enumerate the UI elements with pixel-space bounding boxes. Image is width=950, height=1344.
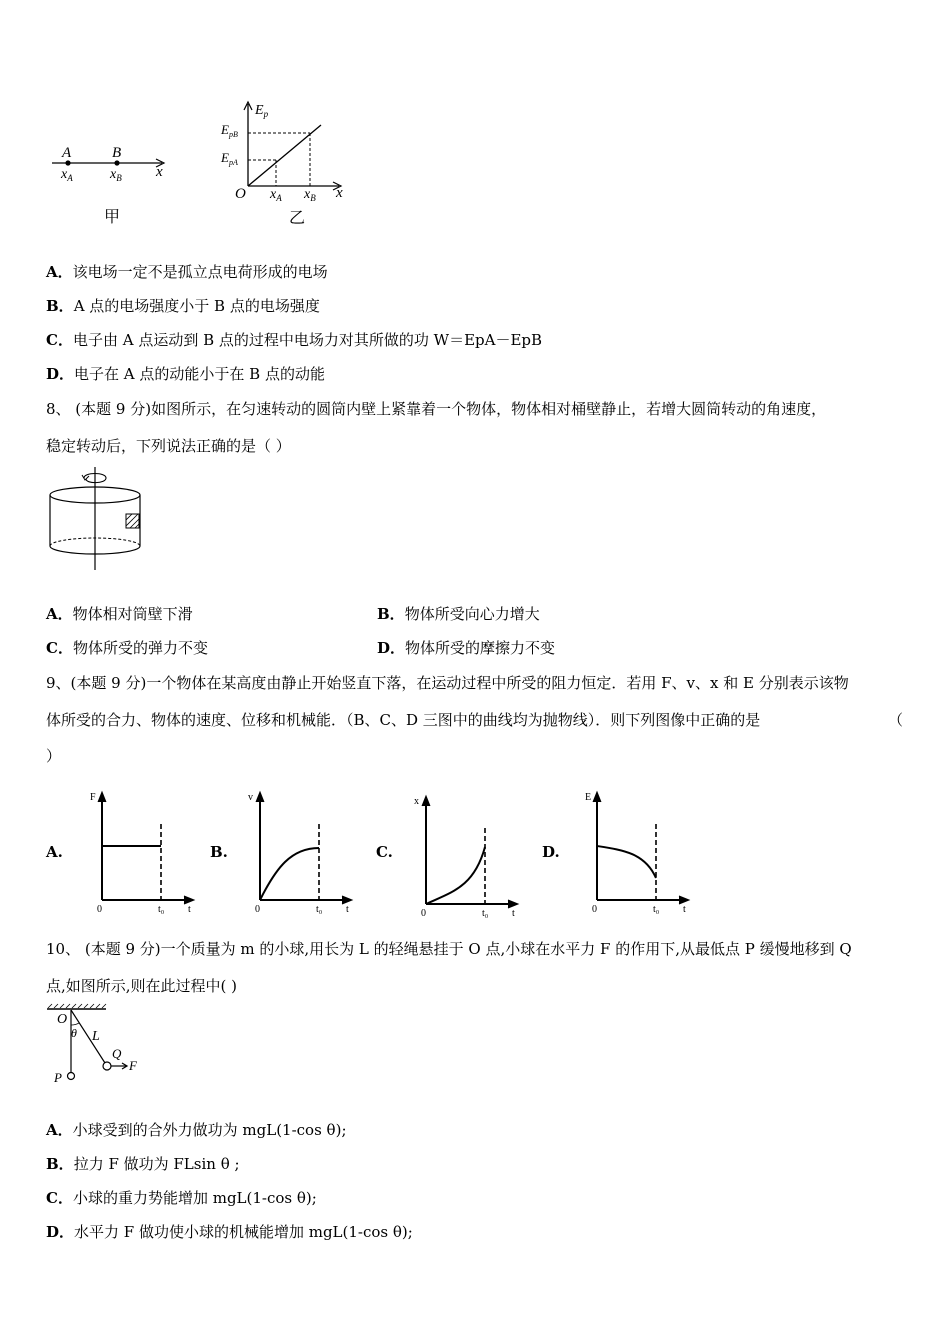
axis-x-label: x [156,164,163,180]
graph-origin: 0 [255,904,260,915]
graph-a-label [46,843,63,861]
option-text: 物体所受向心力增大 [404,605,540,623]
graph-t: t [188,904,191,915]
point-p-label: P [54,1070,62,1085]
xa-label: x [270,187,277,202]
graph-b-label [210,843,228,861]
graph-t: t [346,904,349,915]
q10-option-c [46,1187,317,1208]
figure-jia [40,140,180,235]
graph-label-text: A. [46,843,63,861]
option-label: A． [46,605,73,623]
x-axis-label: x [336,185,343,201]
q9-paren-close: ） [46,747,62,765]
option-text: 小球的重力势能增加 mgL(1-cos θ); [72,1189,317,1207]
q8-option-c [46,637,208,658]
q9-stem-line2: 体所受的合力、物体的速度、位移和机械能．（B、C、D 三图中的曲线均为抛物线）．则下列图像中正确的是 [46,711,761,729]
tick-xa: x [61,167,68,182]
point-a-label: A [62,145,72,161]
q8-option-b [377,603,540,624]
graph-t0: t₀ [482,908,489,919]
svg-text:xA [269,187,282,203]
q8-option-a [46,603,193,624]
graph-b [246,788,361,918]
theta-label: θ [71,1026,77,1040]
q10-stem-line1: 10、 (本题 9 分)一个质量为 m 的小球,用长为 L 的轻绳悬挂于 O 点,小球在水平力 F 的作用下,从最低点 P 缓慢地移到 Q [46,940,852,958]
q8-option-d [377,637,555,658]
graph-y-label: E [585,792,592,803]
graph-label-text: D. [542,843,560,861]
option-text: A 点的电场强度小于 B 点的电场强度 [73,297,320,315]
epb-label: E [221,122,229,137]
option-label: D． [377,639,406,657]
pendulum-figure [44,1003,154,1088]
y-axis-label: E [255,103,264,118]
q9-paren-open: （ [888,711,904,729]
xb-label: x [304,187,311,202]
graph-y-label: v [248,792,253,803]
q8-stem-line2: 稳定转动后，下列说法正确的是（ ） [46,437,291,455]
graph-t: t [512,908,515,919]
q10-option-a [46,1119,347,1140]
epa-label: E [221,150,229,165]
svg-text:xB [303,187,316,203]
option-label: C． [46,331,73,349]
svg-text:EpA [220,150,238,167]
q8-stem-line1: 8、 (本题 9 分)如图所示，在匀速转动的圆筒内壁上紧靠着一个物体，物体相对桶壁静止，若增大圆筒转动的角速度， [46,400,827,418]
option-label: C． [46,1189,73,1207]
graph-t0: t₀ [158,904,165,915]
graph-origin: 0 [97,904,102,915]
option-text: 该电场一定不是孤立点电荷形成的电场 [72,263,328,281]
svg-text:EpB [220,122,238,139]
xb-sub: B [310,193,316,203]
graph-y-label: x [414,796,419,807]
point-q-label: Q [112,1046,122,1061]
epb-sub: pB [228,130,238,139]
svg-text:xB [109,167,122,183]
graph-d [583,788,698,918]
option-label: A． [46,263,73,281]
option-text: 拉力 F 做功为 FLsin θ ; [73,1155,240,1173]
option-label: B． [46,1155,74,1173]
option-text: 小球受到的合外力做功为 mgL(1-cos θ); [72,1121,347,1139]
force-f-label: F [129,1058,137,1073]
svg-text:xA [60,167,73,183]
q7-option-d [46,363,325,384]
option-text: 物体相对筒壁下滑 [72,605,193,623]
option-label: C． [46,639,73,657]
length-l-label: L [92,1029,100,1044]
graph-a [88,788,203,918]
graph-origin: 0 [421,908,426,919]
tick-xb-sub: B [116,173,122,183]
option-label: B． [46,297,74,315]
svg-text:Ep [254,103,269,119]
option-label: A． [46,1121,73,1139]
option-label: B． [377,605,405,623]
q9-stem-line1: 9、(本题 9 分)一个物体在某高度由静止开始竖直下落，在运动过程中所受的阻力恒定．若用 F、v、x 和 E 分别表示该物 [46,674,849,692]
figure-yi [215,98,355,233]
graph-t0: t₀ [653,904,660,915]
cylinder-figure [44,464,152,574]
q10-option-b [46,1153,240,1174]
graph-d-label [542,843,560,861]
q10-stem-line2: 点,如图所示,则在此过程中( ) [46,977,238,995]
y-axis-sub: p [263,109,269,119]
graph-origin: 0 [592,904,597,915]
q10-option-d [46,1221,413,1242]
tick-xa-sub: A [67,173,73,183]
option-label: D． [46,365,75,383]
graph-c-label [376,843,393,861]
graph-t: t [683,904,686,915]
q7-option-c [46,329,542,350]
option-text: 物体所受的弹力不变 [72,639,208,657]
q7-option-a [46,261,328,282]
epa-sub: pA [228,158,238,167]
caption-yi: 乙 [289,210,306,227]
q7-option-b [46,295,320,316]
graph-label-text: B. [210,843,228,861]
graph-label-text: C. [376,843,393,861]
tick-xb: x [110,167,117,182]
option-text: 电子在 A 点的动能小于在 B 点的动能 [74,365,325,383]
option-text: 物体所受的摩擦力不变 [405,639,556,657]
xa-sub: A [276,193,282,203]
option-text: 电子由 A 点运动到 B 点的过程中电场力对其所做的功 W＝EpA－EpB [72,331,543,349]
graph-y-label: F [90,792,96,803]
graph-c [412,792,527,922]
caption-jia: 甲 [104,209,121,226]
option-text: 水平力 F 做功使小球的机械能增加 mgL(1-cos θ); [74,1223,413,1241]
graph-t0: t₀ [316,904,323,915]
option-label: D． [46,1223,75,1241]
point-b-label: B [112,145,122,161]
point-o-label: O [57,1012,68,1027]
origin-label: O [235,186,246,202]
